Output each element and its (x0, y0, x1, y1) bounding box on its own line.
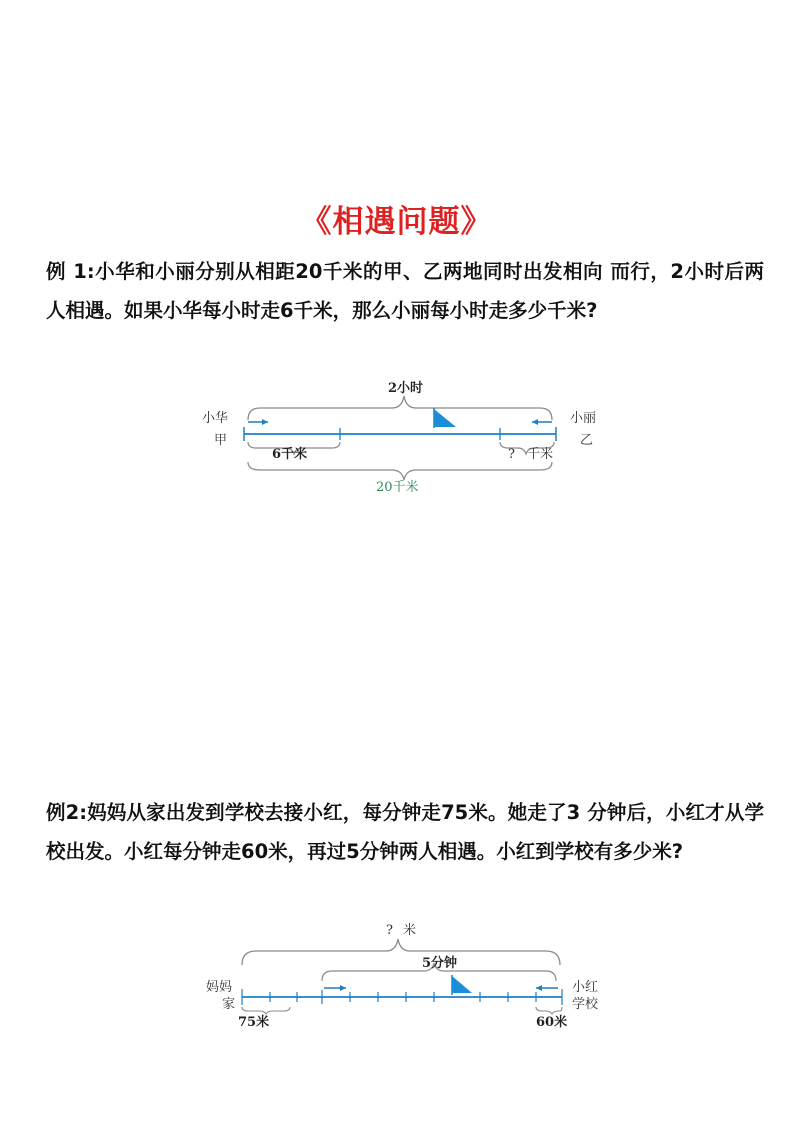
total-brace (242, 939, 560, 965)
right-speed-unknown: ? (508, 447, 515, 462)
example-2-diagram (200, 915, 620, 1035)
left-person-label: 妈妈 (206, 980, 233, 995)
left-speed-brace (242, 1007, 290, 1014)
time-brace (248, 396, 552, 420)
right-speed-brace (536, 1007, 562, 1014)
total-brace (248, 462, 552, 480)
example-2-text: 例2:妈妈从家出发到学校去接小红，每分钟走75米。她走了3 分钟后，小红才从学校出发。小红每分钟走60米，再过5分钟两人相遇。小红到学校有多少米? (46, 801, 764, 863)
example-1-text: 例 1:小华和小丽分别从相距20千米的甲、乙两地同时出发相向 而行，2小时后两人相遇。如果小华每小时走6千米，那么小丽每小时走多少千米? (46, 260, 764, 322)
example-1-diagram (196, 372, 616, 502)
left-speed-label: 6千米 (272, 447, 308, 462)
time-label: 5分钟 (422, 956, 458, 971)
right-person-label: 小红 (572, 980, 599, 995)
left-place-label: 家 (222, 997, 236, 1012)
right-place-label: 乙 (580, 433, 594, 448)
right-place-label: 学校 (572, 997, 599, 1012)
time-label: 2小时 (388, 381, 424, 396)
left-speed-label: 75米 (238, 1015, 270, 1030)
left-person-label: 小华 (202, 411, 229, 426)
left-place-label: 甲 (214, 433, 228, 448)
left-arrow-head (340, 985, 346, 991)
flag-icon (452, 976, 472, 993)
flag-icon (434, 409, 456, 427)
left-arrow-head (262, 419, 268, 425)
total-unit: 米 (403, 923, 417, 938)
right-person-label: 小丽 (570, 411, 597, 426)
right-speed-unit: 千米 (527, 447, 554, 462)
right-speed-label: 60米 (536, 1015, 568, 1030)
right-arrow-head (536, 985, 542, 991)
total-distance-label: 20千米 (376, 480, 419, 495)
right-arrow-head (532, 419, 538, 425)
total-unknown: ? (386, 923, 393, 938)
page-title: 《相遇问题》 (300, 204, 493, 240)
